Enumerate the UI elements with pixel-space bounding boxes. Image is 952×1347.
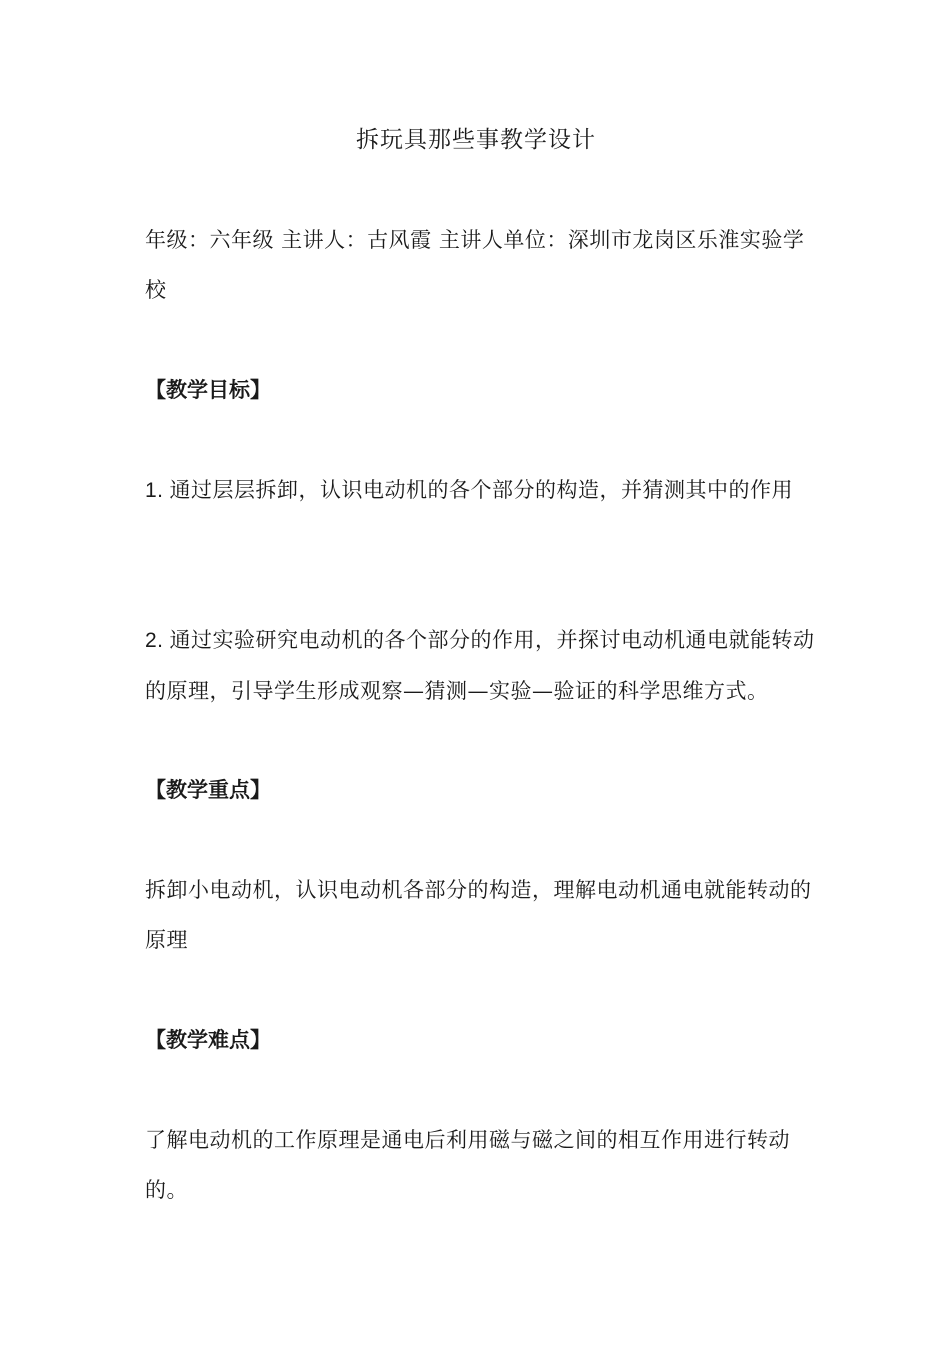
objective-item-1 [145,465,825,516]
section-heading-objectives: 【教学目标】 [145,378,271,402]
objective-item-2 [145,615,825,716]
objective-number-2: 2. [145,629,164,652]
objective-text-1: 通过层层拆卸，认识电动机的各个部分的构造，并猜测其中的作用 [169,478,794,502]
info-line: 年级：六年级 主讲人：古风霞 主讲人单位：深圳市龙岗区乐淮实验学校 [145,228,805,302]
objective-text-2: 通过实验研究电动机的各个部分的作用，并探讨电动机通电就能转动的原理，引导学生形成观察—猜测—实验—验证的科学思维方式。 [145,628,815,703]
objective-number-1: 1. [145,479,164,502]
section-heading-key-points: 【教学重点】 [145,778,271,802]
document-title: 拆玩具那些事教学设计 [356,127,596,153]
difficulties-text: 了解电动机的工作原理是通电后利用磁与磁之间的相互作用进行转动的。 [145,1128,790,1202]
key-points-text: 拆卸小电动机，认识电动机各部分的构造，理解电动机通电就能转动的原理 [145,878,812,952]
section-heading-difficulties: 【教学难点】 [145,1028,271,1052]
